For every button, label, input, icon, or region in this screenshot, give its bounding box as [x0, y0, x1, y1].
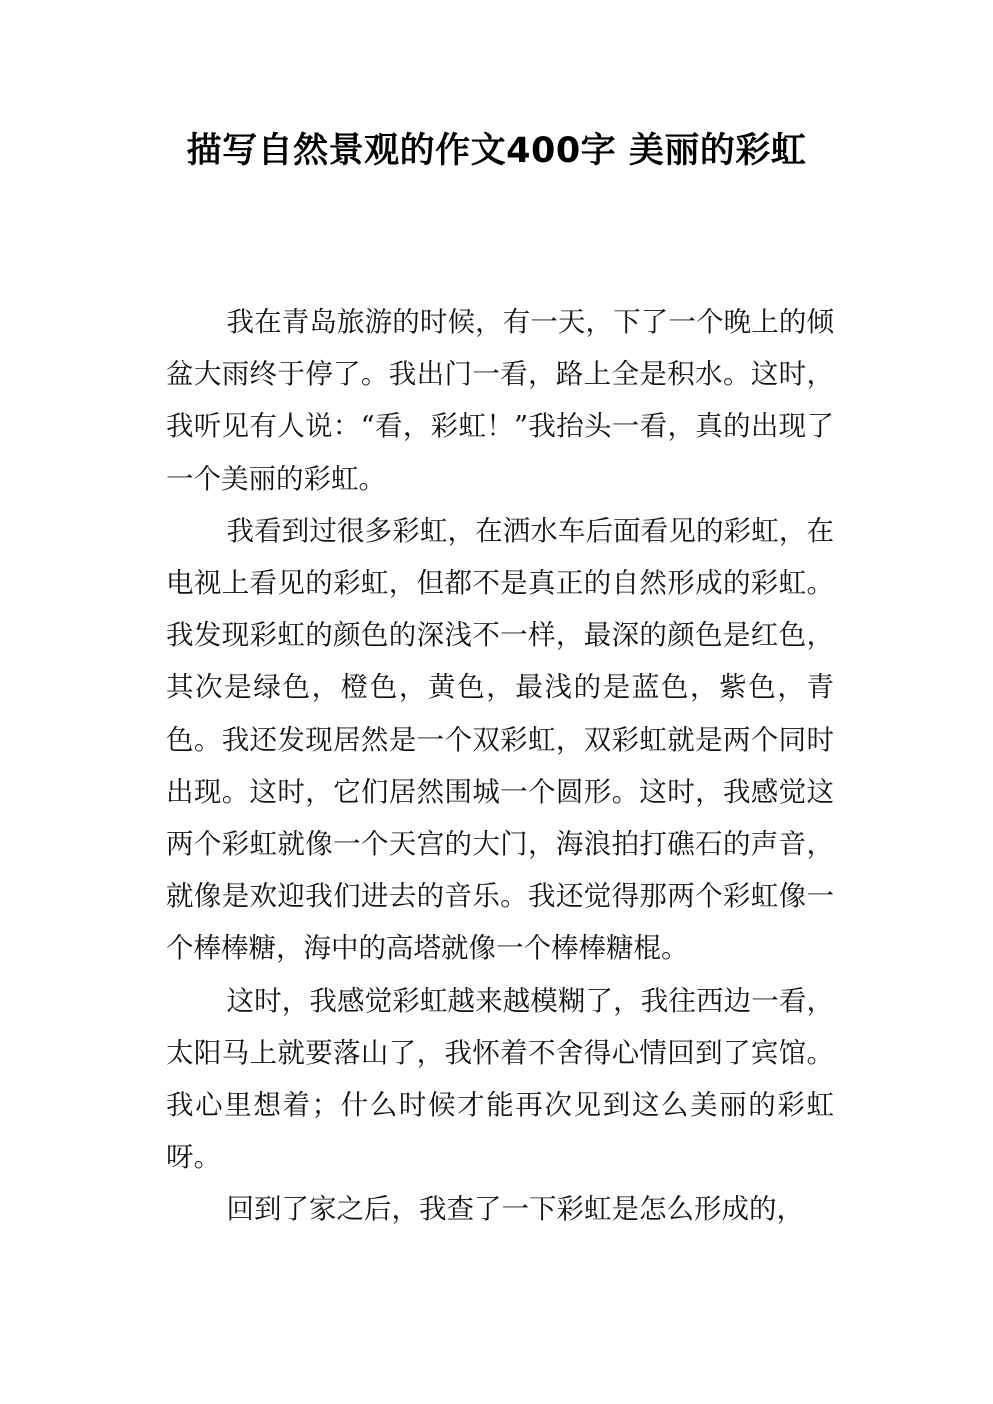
document-title: 描写自然景观的作文400字 美丽的彩虹: [186, 131, 807, 171]
paragraph-1: 我在青岛旅游的时候，有一天，下了一个晚上的倾盆大雨终于停了。我出门一看，路上全是积水。这时，我听见有人说：“看，彩虹！”我抬头一看，真的出现了一个美丽的彩虹。: [166, 306, 834, 495]
paragraph-3: 这时，我感觉彩虹越来越模糊了，我往西边一看，太阳马上就要落山了，我怀着不舍得心情回到了宾馆。我心里想着；什么时候才能再次见到这么美丽的彩虹呀。: [166, 984, 834, 1174]
paragraph-2: 我看到过很多彩虹，在洒水车后面看见的彩虹，在电视上看见的彩虹，但都不是真正的自然形成的彩虹。我发现彩虹的颜色的深浅不一样，最深的颜色是红色，其次是绿色，橙色，黄色，最浅的是蓝色，紫色，青色。我还发现居然是一个双彩虹，双彩虹就是两个同时出现。这时，它们居然围城一个圆形。这时，我感觉这两个彩虹就像一个天宫的大门，海浪拍打礁石的声音，就像是欢迎我们进去的音乐。我还觉得那两个彩虹像一个棒棒糖，海中的高塔就像一个棒棒糖棍。: [166, 514, 834, 965]
paragraph-4: 回到了家之后，我查了一下彩虹是怎么形成的，: [226, 1193, 804, 1226]
document-body: [166, 296, 834, 1236]
